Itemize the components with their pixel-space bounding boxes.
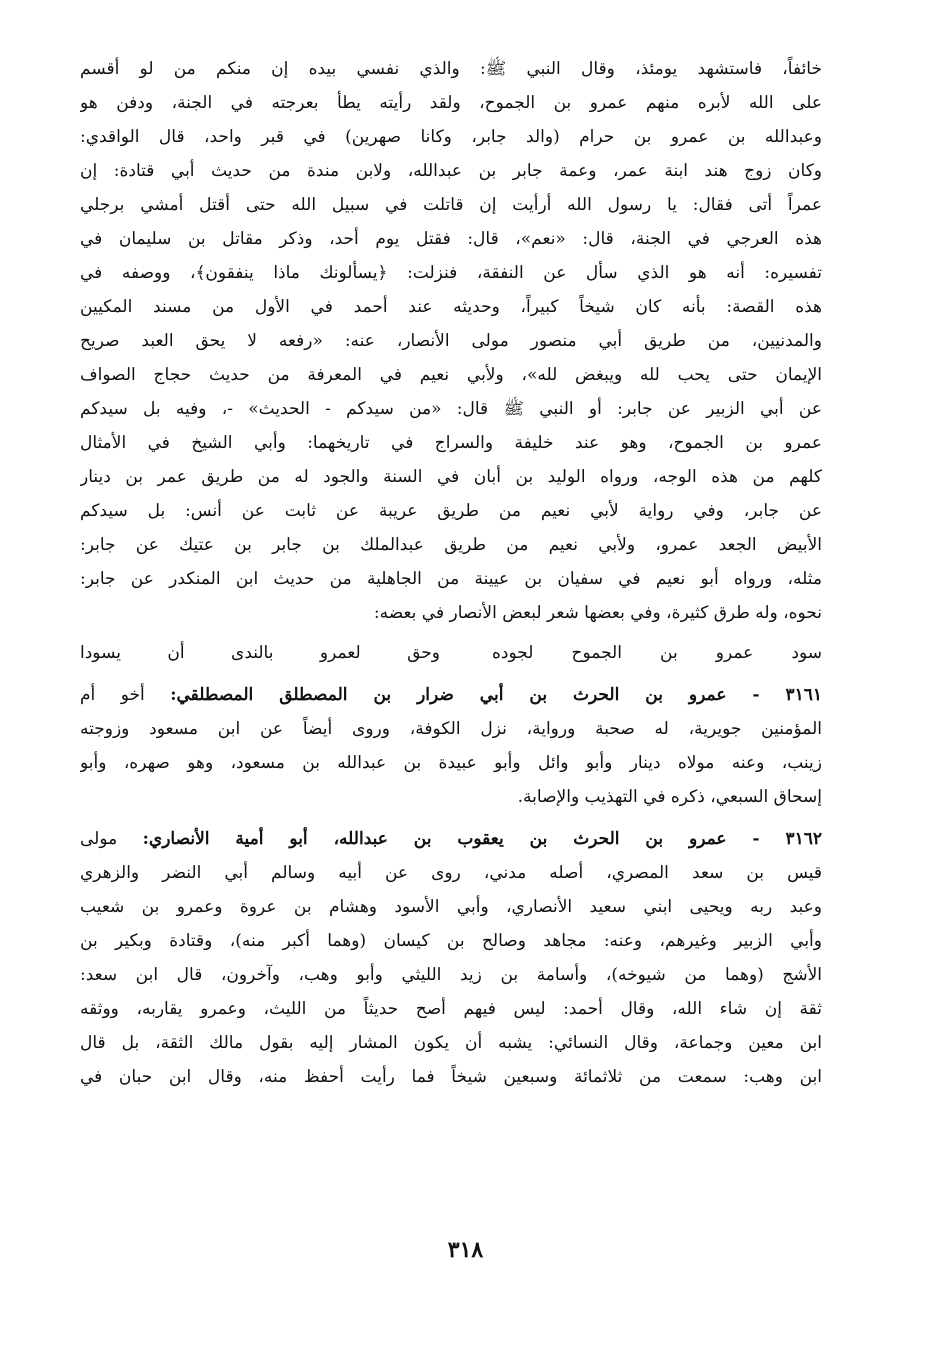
text-line: وكان زوج هند ابنة عمر، وعمة جابر بن عبدالله، ولابن مندة من حديث أبي قتادة: إن: [80, 161, 822, 181]
text-line: ثقة إن شاء الله، وقال أحمد: ليس فيهم أصح حديثاً من الليث، وعمرو يقاربه، ووثقه: [80, 999, 822, 1019]
entry-heading-line: [80, 678, 822, 712]
text-line: خائفاً، فاستشهد يومئذ، وقال النبي ﷺ: والذي نفسي بيده إن منكم من لو أقسم: [80, 59, 822, 79]
entry-heading-line: [80, 822, 822, 856]
paragraph-gap: [80, 814, 822, 822]
text-line: الأشج (وهما من شيوخه)، وأسامة بن زيد الليثي وأبو وهب، وآخرون، قال ابن سعد:: [80, 965, 822, 985]
entry-heading: ٣١٦١ - عمرو بن الحرث بن أبي ضرار بن المصطلق المصطلقي:: [170, 685, 822, 705]
text-line: عمرو بن الجموح، وهو عند خليفة والسراج في تاريخهما: وأبي الشيخ في الأمثال: [80, 433, 822, 453]
text-line: نحوه، وله طرق كثيرة، وفي بعضها شعر لبعض الأنصار في بعضه:: [373, 603, 822, 623]
entry-3161: [80, 678, 822, 814]
text-line: الأبيض الجعد عمرو، ولأبي نعيم من طريق عبدالملك بن جابر بن عتيك عن جابر:: [80, 535, 822, 555]
verse-first-hemistich: سود عمرو بن الجموح لجوده: [492, 643, 822, 663]
text-line: على الله لأبره منهم عمرو بن الجموح، ولقد رأيته يطأ بعرجته في الجنة، ودفن هو: [80, 93, 822, 113]
text-line: والمدنيين، من طريق أبي منصور مولى الأنصار، عنه: «رفعه لا يحق العبد صريح: [80, 331, 822, 351]
text-line: هذه القصة: بأنه كان شيخاً كبيراً، وحديثه عند أحمد في الأول من مسند المكيين: [80, 297, 822, 317]
text-line: تفسيره: أنه هو الذي سأل عن النفقة، فنزلت: ﴿يسألونك ماذا ينفقون﴾، ووصفه في: [80, 263, 822, 283]
entry-heading: ٣١٦٢ - عمرو بن الحرث بن يعقوب بن عبدالله، أبو أمية الأنصاري:: [142, 829, 822, 849]
verse-second-hemistich: وحق لعمرو بالندى أن يسودا: [80, 643, 440, 663]
text-line: كلهم من هذه الوجه، ورواه الوليد بن أبان في السنة والجود له من طريق عمر بن دينار: [80, 467, 822, 487]
text-line: هذه العرجي في الجنة، قال: «نعم»، قال: فقتل يوم أحد، وذكر مقاتل بن سليمان في: [80, 229, 822, 249]
text-line: وعبد ربه ويحيى ابني سعيد الأنصاري، وأبي الأسود وهشام بن عروة وعمرو بن شعيب: [80, 897, 822, 917]
page-number: ٣١٨: [447, 1237, 484, 1263]
text-line: عن أبي الزبير عن جابر: أو النبي ﷺ قال: «من سيدكم - الحديث» -، وفيه بل سيدكم: [80, 399, 822, 419]
poetry-verse: [80, 636, 822, 670]
text-line: وعبدالله بن عمرو بن حرام (والد جابر، وكانا صهرين) في قبر واحد، قال الواقدي:: [80, 127, 822, 147]
text-line: المؤمنين جويرية، له صحبة ورواية، نزل الكوفة، وروى أيضاً عن ابن مسعود وزوجته: [80, 719, 822, 739]
entry-heading-rest: أخو أم: [80, 685, 171, 705]
text-line: قيس بن سعد المصري، أصله مدني، روى عن أبيه وسالم أبي النضر والزهري: [80, 863, 822, 883]
text-line: ابن وهب: سمعت من ثلاثمائة وسبعين شيخاً فما رأيت أحفظ منه، وقال ابن حبان في: [80, 1067, 822, 1087]
text-line: وأبي الزبير وغيرهم، وعنه: مجاهد وصالح بن كيسان (وهما أكبر منه)، وقتادة وبكير بن: [80, 931, 822, 951]
text-line: إسحاق السبعي، ذكره في التهذيب والإصابة.: [517, 787, 822, 807]
text-line: مثله، ورواه أبو نعيم في سفيان بن عيينة من الجاهلية من حديث ابن المنكدر عن جابر:: [80, 569, 822, 589]
text-line: زينب، وعنه مولاه دينار وأبو وائل وأبو عبيدة بن عبدالله بن مسعود، وهو صهره، وأبو: [80, 753, 822, 773]
page-content: [80, 52, 822, 1094]
text-line: عمراً أتى فقال: يا رسول الله أرأيت إن قاتلت في سبيل الله حتى أقتل أمشي برجلي: [80, 195, 822, 215]
text-line: عن جابر، وفي رواية لأبي نعيم من طريق عريبة عن ثابت عن أنس: بل سيدكم: [80, 501, 822, 521]
text-line: الإيمان حتى يحب لله ويبغض لله»، ولأبي نعيم في المعرفة من حديث حجاج الصواف: [80, 365, 822, 385]
entry-heading-rest: مولى: [80, 829, 143, 849]
text-line: ابن معين وجماعة، وقال النسائي: يشبه أن يكون المشار إليه بقول مالك الثقة، بل قال: [80, 1033, 822, 1053]
entry-3162: [80, 822, 822, 1094]
paragraph-block1: [80, 52, 822, 630]
